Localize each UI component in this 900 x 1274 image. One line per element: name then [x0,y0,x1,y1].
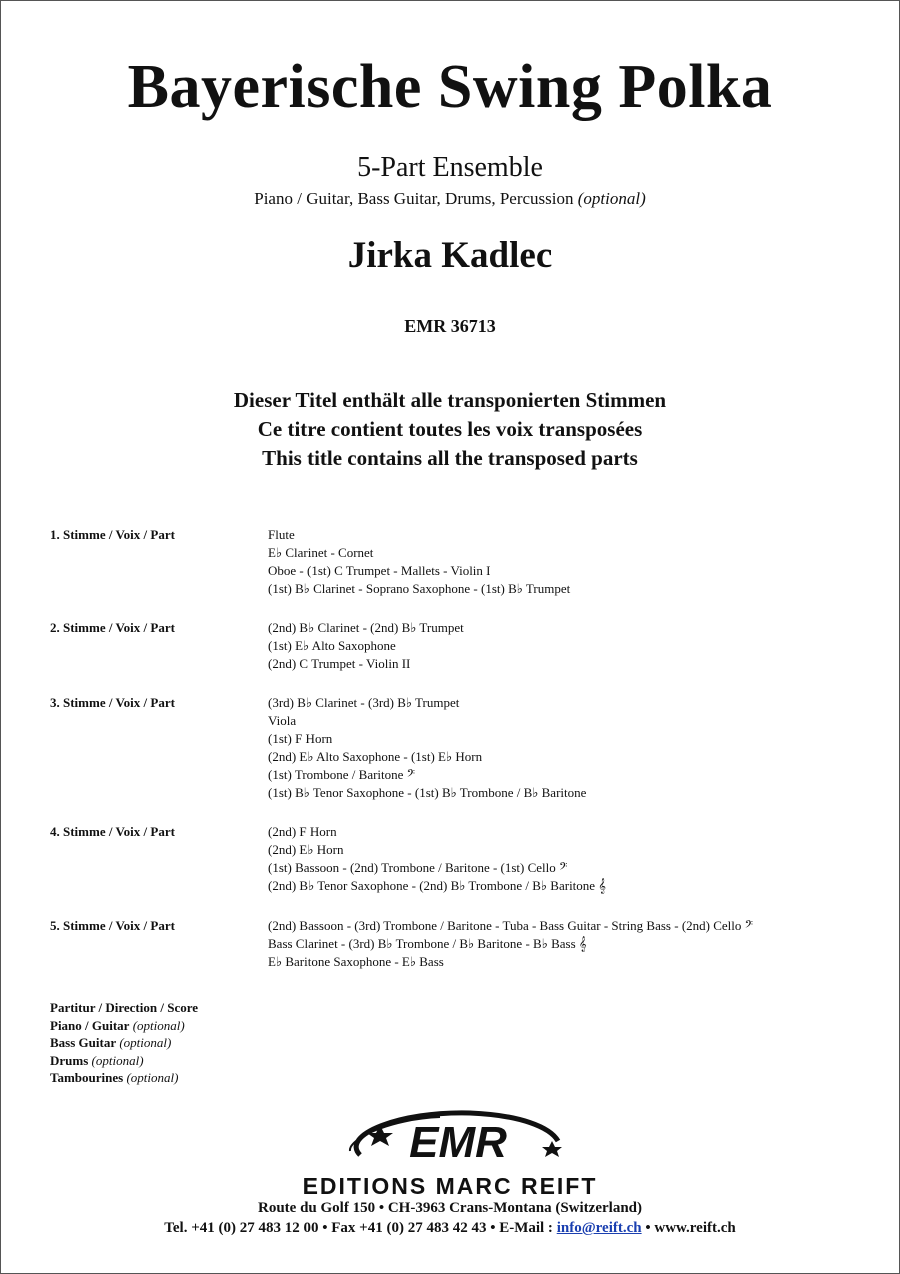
instrument-line: (2nd) F Horn [268,824,337,839]
instrument-line: (2nd) B♭ Tenor Saxophone - (2nd) B♭ Trombone / B♭ Baritone 𝄞 [268,878,606,893]
instrument-line: E♭ Baritone Saxophone - E♭ Bass [268,954,444,969]
additional-part-name: Piano / Guitar [50,1017,130,1033]
website: • www.reift.ch [641,1220,736,1236]
instrument-line: (1st) Trombone / Baritone 𝄢 [268,767,416,782]
ensemble-subtitle: 5-Part Ensemble [357,152,543,183]
instrument-line: (1st) B♭ Tenor Saxophone - (1st) B♭ Trombone / B♭ Baritone [268,785,587,800]
catalog-number: EMR 36713 [404,316,496,336]
part-5-label: 5. Stimme / Voix / Part [50,918,175,933]
instrument-line: (2nd) E♭ Horn [268,842,344,857]
contact-phone-fax: Tel. +41 (0) 27 483 12 00 • Fax +41 (0) 27 483 42 43 • E-Mail : [164,1220,557,1236]
page-title: Bayerische Swing Polka [127,53,773,121]
additional-part [50,1017,198,1035]
publisher-contact [0,1220,900,1237]
instrumentation-optional: (optional) [577,189,646,208]
optional-note: (optional) [132,1017,185,1033]
instrument-line: E♭ Clarinet - Cornet [268,545,374,560]
part-4-label: 4. Stimme / Voix / Part [50,824,175,839]
additional-part-name: Tambourines [50,1070,124,1085]
instrument-line: (1st) F Horn [268,731,333,746]
part-2-instruments [268,619,464,673]
instrument-line: Oboe - (1st) C Trumpet - Mallets - Violin I [268,563,491,578]
logo-text: EMR [409,1118,507,1167]
additional-part [50,1052,198,1070]
instrument-line: (1st) Bassoon - (2nd) Trombone / Baritone - (1st) Cello 𝄢 [268,860,568,875]
additional-part [50,1034,198,1052]
instrumentation [0,189,900,209]
additional-part-name: Drums [50,1052,89,1068]
email-link[interactable]: info@reift.ch [556,1220,642,1236]
instrumentation-main: Piano / Guitar, Bass Guitar, Drums, Percussion [254,189,578,208]
instrument-line: Viola [268,713,297,728]
additional-part-name: Bass Guitar [50,1035,117,1050]
part-5-instruments [268,917,753,971]
instrument-line: (2nd) C Trumpet - Violin II [268,656,411,671]
instrument-line: Bass Clarinet - (3rd) B♭ Trombone / B♭ Baritone - B♭ Bass 𝄞 [268,936,587,951]
notice-french: Ce titre contient toutes les voix transposées [257,417,643,441]
instrument-line: (1st) E♭ Alto Saxophone [268,638,396,653]
instrument-line: (1st) B♭ Clarinet - Soprano Saxophone - (1st) B♭ Trumpet [268,581,571,596]
optional-note: (optional) [126,1070,179,1085]
instrument-line: (3rd) B♭ Clarinet - (3rd) B♭ Trumpet [268,695,460,710]
instrument-line: (2nd) E♭ Alto Saxophone - (1st) E♭ Horn [268,749,483,764]
notice-english: This title contains all the transposed parts [262,446,638,470]
optional-note: (optional) [119,1035,172,1050]
publisher-name: EDITIONS MARC REIFT [302,1173,598,1199]
additional-part [50,1069,198,1087]
emr-logo-graphic [320,1105,580,1173]
transposed-parts-notice [0,386,900,473]
notice-german: Dieser Titel enthält alle transponierten Stimmen [233,388,667,412]
additional-part [50,999,198,1017]
part-2-label: 2. Stimme / Voix / Part [50,620,175,635]
part-3-instruments [268,694,586,802]
composer-name: Jirka Kadlec [347,235,553,276]
instrument-line: (2nd) B♭ Clarinet - (2nd) B♭ Trumpet [268,620,464,635]
instrument-line: (2nd) Bassoon - (3rd) Trombone / Baritone - Tuba - Bass Guitar - String Bass - (2nd) Cello 𝄢 [268,918,753,933]
emr-logo [0,1105,900,1175]
instrument-line: Flute [268,527,295,542]
additional-parts-list [50,999,198,1087]
publisher-address: Route du Golf 150 • CH-3963 Crans-Montana (Switzerland) [258,1200,642,1216]
part-3-label: 3. Stimme / Voix / Part [50,695,175,710]
additional-part-name: Partitur / Direction / Score [50,1000,199,1015]
part-1-label: 1. Stimme / Voix / Part [50,527,175,542]
part-4-instruments [268,823,606,895]
part-1-instruments [268,526,570,598]
optional-note: (optional) [91,1052,144,1068]
star-icon [542,1141,562,1157]
